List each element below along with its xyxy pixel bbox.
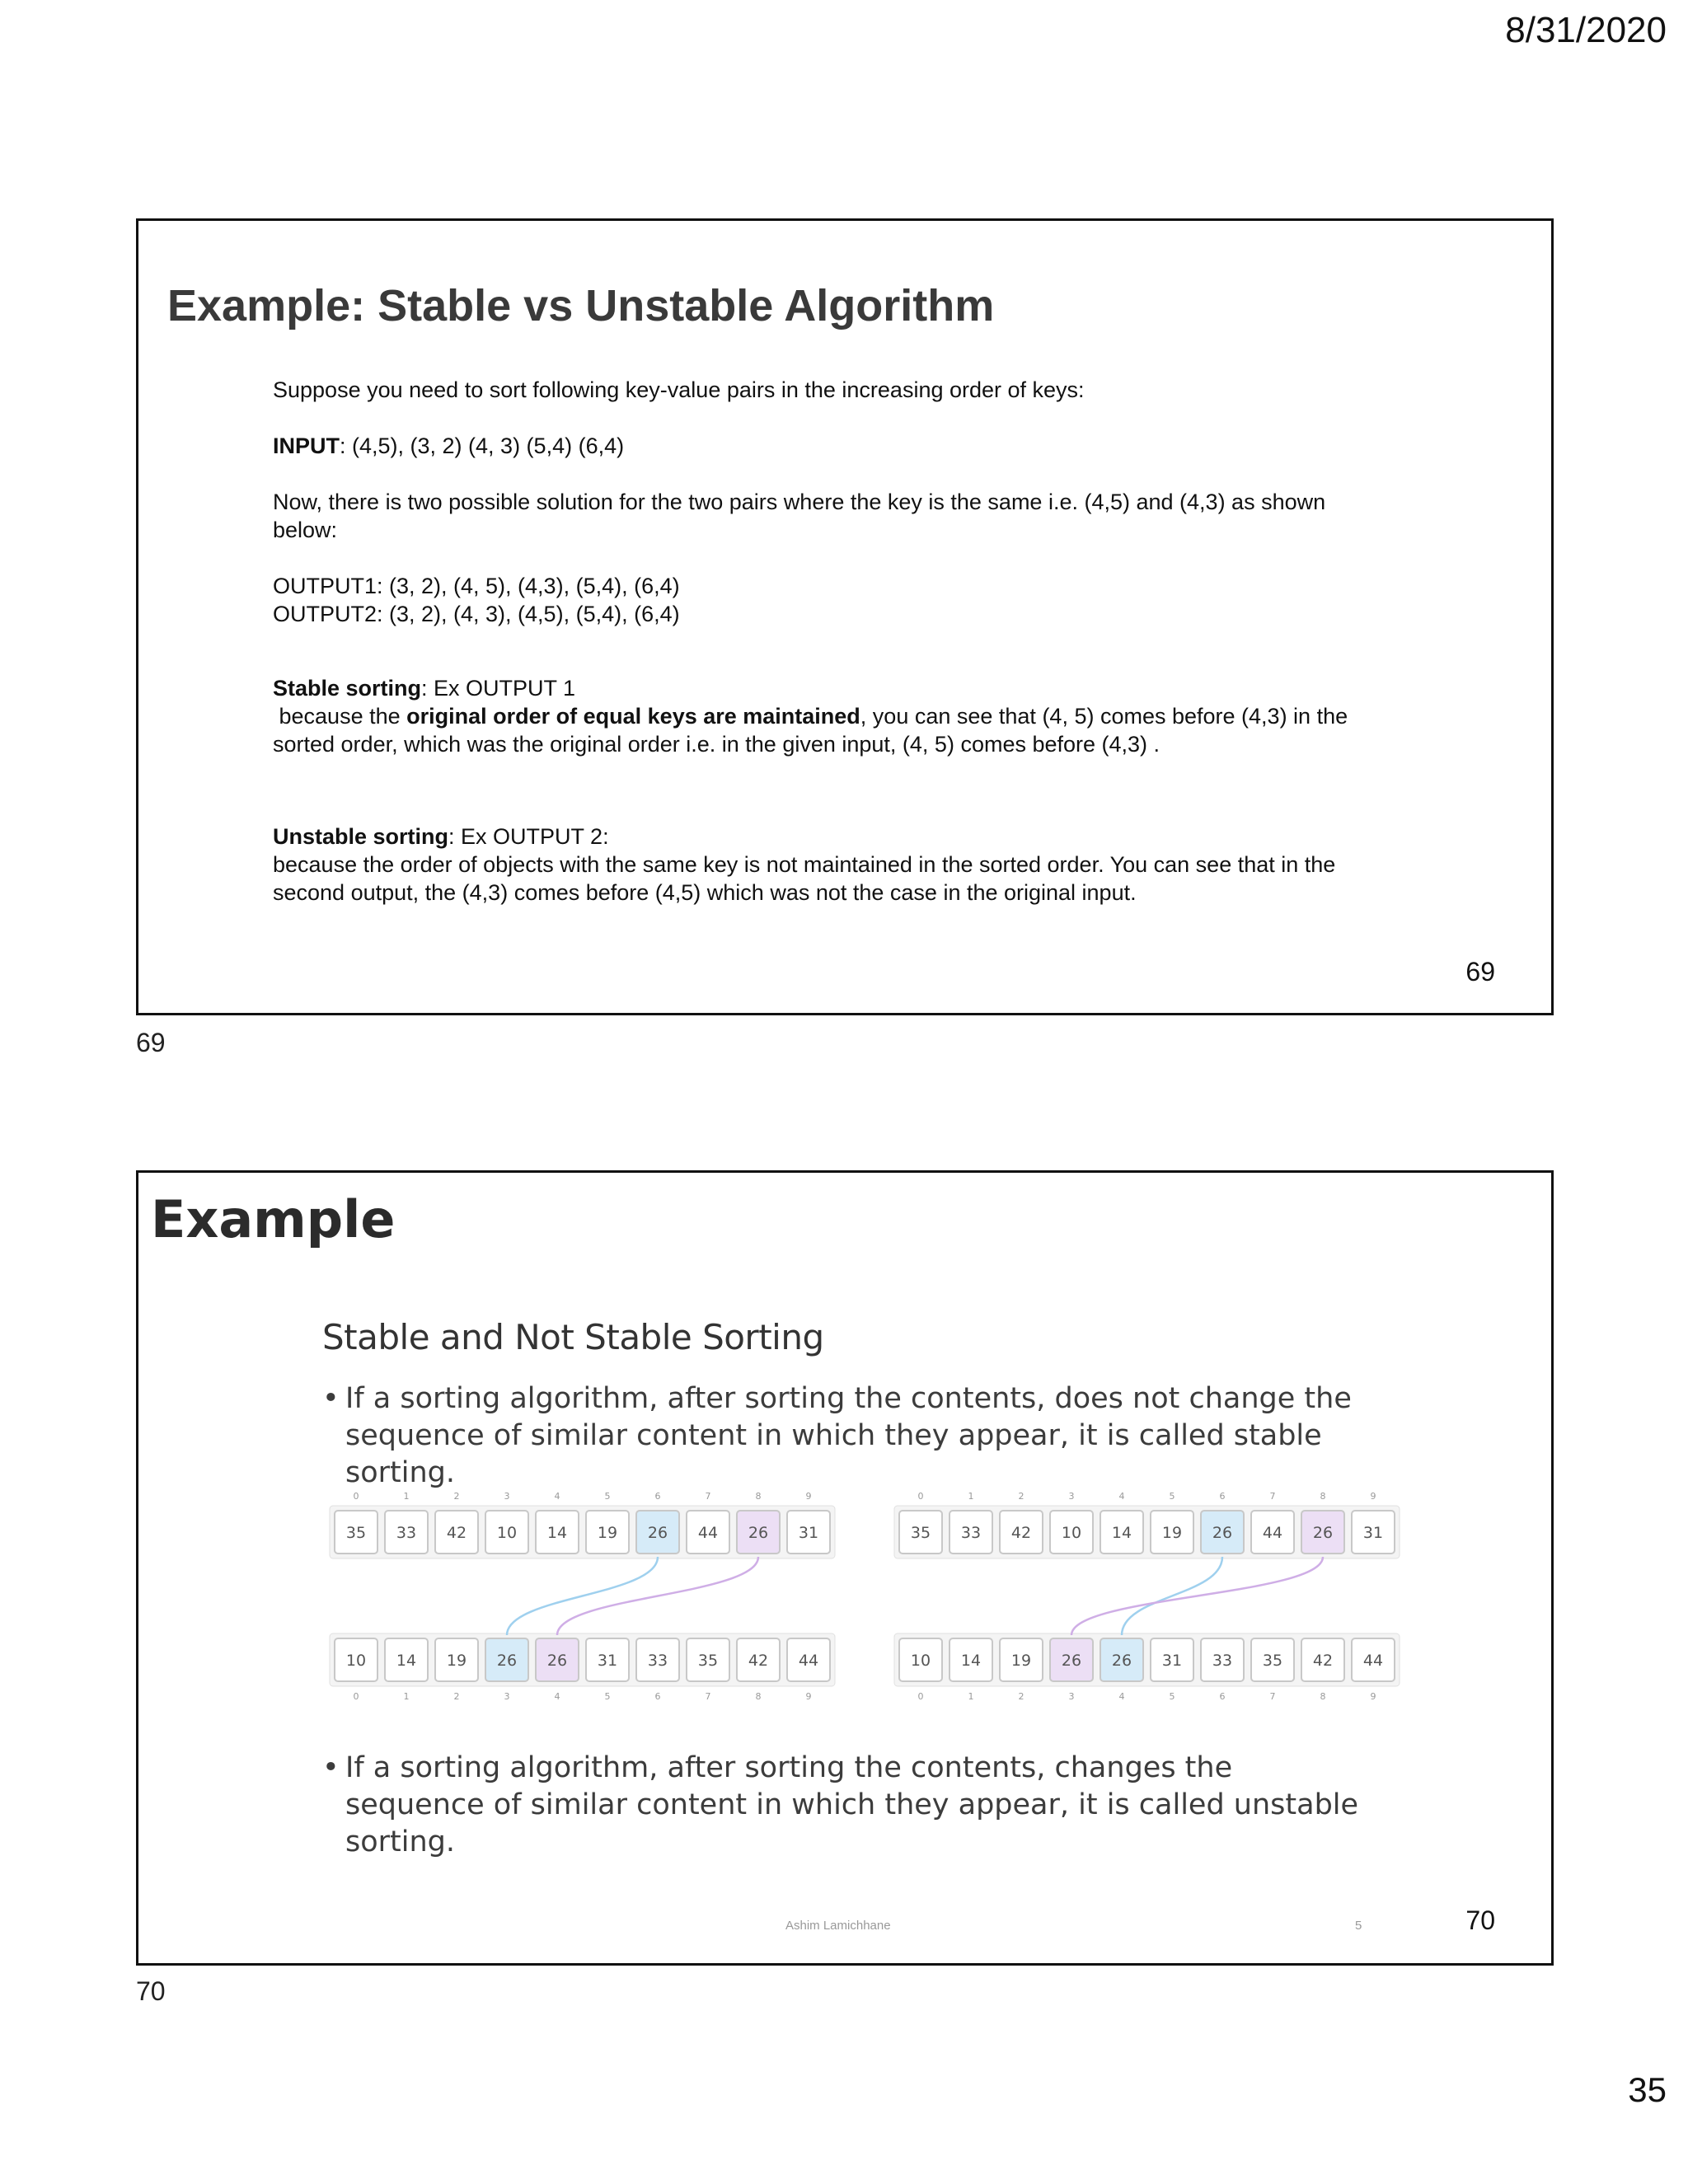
cell-index: 1 xyxy=(403,1691,410,1702)
now-line-2: below: xyxy=(273,518,338,542)
cell-value: 42 xyxy=(446,1524,467,1542)
stable-input-array xyxy=(330,1491,835,1558)
bullet-dot: • xyxy=(322,1751,340,1784)
cell-index: 1 xyxy=(968,1691,974,1702)
connector-lines xyxy=(507,1557,1323,1635)
cell-index: 6 xyxy=(654,1691,661,1702)
slide-number: 69 xyxy=(1465,957,1495,987)
footer-page: 5 xyxy=(1355,1919,1362,1933)
input-label: INPUT xyxy=(273,434,340,458)
slide-69 xyxy=(136,218,1554,1015)
connector-curve xyxy=(1122,1557,1222,1635)
now-line-1: Now, there is two possible solution for the two pairs where the key is the same i.e. (4,5) and (4,3) as shown xyxy=(273,490,1326,514)
cell-index: 4 xyxy=(554,1491,560,1502)
cell-value: 14 xyxy=(1111,1524,1132,1542)
cell-value: 33 xyxy=(647,1652,668,1670)
cell-value: 35 xyxy=(910,1524,931,1542)
cell-value: 10 xyxy=(345,1652,367,1670)
connector-curve xyxy=(557,1557,758,1635)
slide-body xyxy=(273,376,1443,907)
slide-number: 70 xyxy=(1465,1905,1495,1935)
slide-title: Example xyxy=(151,1189,396,1249)
stable-line-3: sorted order, which was the original order i.e. in the given input, (4, 5) comes before (4,3) . xyxy=(273,732,1160,757)
cell-index: 5 xyxy=(604,1691,611,1702)
bullet-line: sorting. xyxy=(345,1825,456,1858)
cell-value: 26 xyxy=(546,1652,568,1670)
cell-index: 8 xyxy=(1320,1491,1326,1502)
cell-index: 8 xyxy=(755,1691,762,1702)
bullet-dot: • xyxy=(322,1382,340,1415)
bullet-line: If a sorting algorithm, after sorting the contents, does not change the xyxy=(345,1382,1352,1415)
cell-index: 5 xyxy=(1169,1691,1175,1702)
cell-value: 42 xyxy=(1312,1652,1334,1670)
stable-output-array xyxy=(330,1633,835,1702)
because-pre: because the xyxy=(273,704,407,729)
unstable-rest: : Ex OUTPUT 2: xyxy=(448,824,609,849)
bullet-line: sequence of similar content in which they appear, it is called unstable xyxy=(345,1788,1359,1821)
page-number: 35 xyxy=(1628,2070,1667,2109)
cell-value: 10 xyxy=(910,1652,931,1670)
cell-index: 6 xyxy=(1219,1691,1226,1702)
slide-70 xyxy=(136,1170,1554,1966)
cell-index: 3 xyxy=(504,1491,510,1502)
bullet-line: sorting. xyxy=(345,1456,456,1489)
cell-index: 8 xyxy=(1320,1691,1326,1702)
bullet-unstable xyxy=(322,1750,1361,1861)
cell-value: 31 xyxy=(1161,1652,1183,1670)
cell-index: 6 xyxy=(654,1491,661,1502)
cell-value: 42 xyxy=(748,1652,769,1670)
cell-index: 8 xyxy=(755,1491,762,1502)
input-text: : (4,5), (3, 2) (4, 3) (5,4) (6,4) xyxy=(340,434,625,458)
bullet-line: sequence of similar content in which they appear, it is called stable xyxy=(345,1419,1322,1452)
cell-value: 14 xyxy=(546,1524,568,1542)
cell-value: 26 xyxy=(748,1524,769,1542)
cell-value: 42 xyxy=(1010,1524,1032,1542)
cell-index: 4 xyxy=(1118,1491,1125,1502)
footer-author: Ashim Lamichhane xyxy=(785,1919,891,1933)
cell-index: 5 xyxy=(1169,1491,1175,1502)
cell-value: 44 xyxy=(1262,1524,1283,1542)
cell-value: 31 xyxy=(798,1524,819,1542)
cell-value: 35 xyxy=(345,1524,367,1542)
unstable-output-array xyxy=(894,1633,1400,1702)
cell-index: 1 xyxy=(968,1491,974,1502)
cell-index: 9 xyxy=(1370,1691,1376,1702)
cell-index: 2 xyxy=(1018,1491,1025,1502)
cell-value: 33 xyxy=(396,1524,417,1542)
intro-text: Suppose you need to sort following key-value pairs in the increasing order of keys: xyxy=(273,377,1085,402)
cell-value: 10 xyxy=(496,1524,518,1542)
cell-value: 26 xyxy=(647,1524,668,1542)
cell-index: 2 xyxy=(1018,1691,1025,1702)
bullet-line: If a sorting algorithm, after sorting the contents, changes the xyxy=(345,1751,1233,1784)
stable-rest: : Ex OUTPUT 1 xyxy=(421,676,576,701)
cell-index: 6 xyxy=(1219,1491,1226,1502)
cell-index: 7 xyxy=(1269,1491,1276,1502)
unstable-label: Unstable sorting xyxy=(273,824,449,849)
cell-index: 9 xyxy=(805,1691,812,1702)
cell-value: 35 xyxy=(1262,1652,1283,1670)
cell-value: 14 xyxy=(396,1652,417,1670)
unstable-line xyxy=(273,823,1443,851)
because-bold: original order of equal keys are maintained xyxy=(406,704,860,729)
cell-value: 14 xyxy=(960,1652,982,1670)
because-line xyxy=(273,702,1443,730)
slide-label-70: 70 xyxy=(136,1976,166,2006)
cell-index: 4 xyxy=(1118,1691,1125,1702)
unstable-input-array xyxy=(894,1491,1400,1558)
cell-value: 33 xyxy=(1212,1652,1233,1670)
because-post: , you can see that (4, 5) comes before (4,3) in the xyxy=(860,704,1348,729)
stable-line xyxy=(273,674,1443,702)
cell-index: 2 xyxy=(453,1491,460,1502)
stable-label: Stable sorting xyxy=(273,676,422,701)
cell-value: 33 xyxy=(960,1524,982,1542)
cell-index: 0 xyxy=(917,1491,924,1502)
connector-curve xyxy=(507,1557,658,1635)
cell-value: 31 xyxy=(1362,1524,1384,1542)
slide-subtitle: Stable and Not Stable Sorting xyxy=(322,1317,824,1357)
cell-value: 31 xyxy=(597,1652,618,1670)
cell-index: 3 xyxy=(504,1691,510,1702)
cell-index: 0 xyxy=(353,1491,359,1502)
connector-curve xyxy=(1071,1557,1323,1635)
cell-index: 9 xyxy=(1370,1491,1376,1502)
cell-index: 3 xyxy=(1068,1691,1075,1702)
cell-value: 44 xyxy=(697,1524,719,1542)
cell-value: 44 xyxy=(1362,1652,1384,1670)
output1-line: OUTPUT1: (3, 2), (4, 5), (4,3), (5,4), (6,4) xyxy=(273,574,680,598)
cell-index: 1 xyxy=(403,1491,410,1502)
cell-value: 19 xyxy=(446,1652,467,1670)
cell-index: 3 xyxy=(1068,1491,1075,1502)
cell-index: 7 xyxy=(705,1691,711,1702)
cell-index: 7 xyxy=(1269,1691,1276,1702)
unstable-line-2: because the order of objects with the same key is not maintained in the sorted order. You can see that in the xyxy=(273,852,1336,877)
output2-line: OUTPUT2: (3, 2), (4, 3), (4,5), (5,4), (6,4) xyxy=(273,602,680,626)
cell-value: 19 xyxy=(597,1524,618,1542)
cell-value: 10 xyxy=(1061,1524,1082,1542)
unstable-line-3: second output, the (4,3) comes before (4,5) which was not the case in the original input. xyxy=(273,880,1137,905)
cell-value: 26 xyxy=(496,1652,518,1670)
cell-index: 2 xyxy=(453,1691,460,1702)
cell-index: 5 xyxy=(604,1491,611,1502)
cell-index: 0 xyxy=(917,1691,924,1702)
cell-index: 7 xyxy=(705,1491,711,1502)
cell-value: 26 xyxy=(1111,1652,1132,1670)
slide-title: Example: Stable vs Unstable Algorithm xyxy=(167,281,995,330)
cell-value: 19 xyxy=(1161,1524,1183,1542)
cell-index: 9 xyxy=(805,1491,812,1502)
cell-value: 26 xyxy=(1212,1524,1233,1542)
input-line xyxy=(273,432,1443,460)
slide-label-69: 69 xyxy=(136,1028,166,1057)
cell-index: 4 xyxy=(554,1691,560,1702)
cell-value: 35 xyxy=(697,1652,719,1670)
cell-value: 26 xyxy=(1312,1524,1334,1542)
cell-index: 0 xyxy=(353,1691,359,1702)
cell-value: 26 xyxy=(1061,1652,1082,1670)
page-date: 8/31/2020 xyxy=(1505,10,1667,50)
cell-value: 44 xyxy=(798,1652,819,1670)
cell-value: 19 xyxy=(1010,1652,1032,1670)
